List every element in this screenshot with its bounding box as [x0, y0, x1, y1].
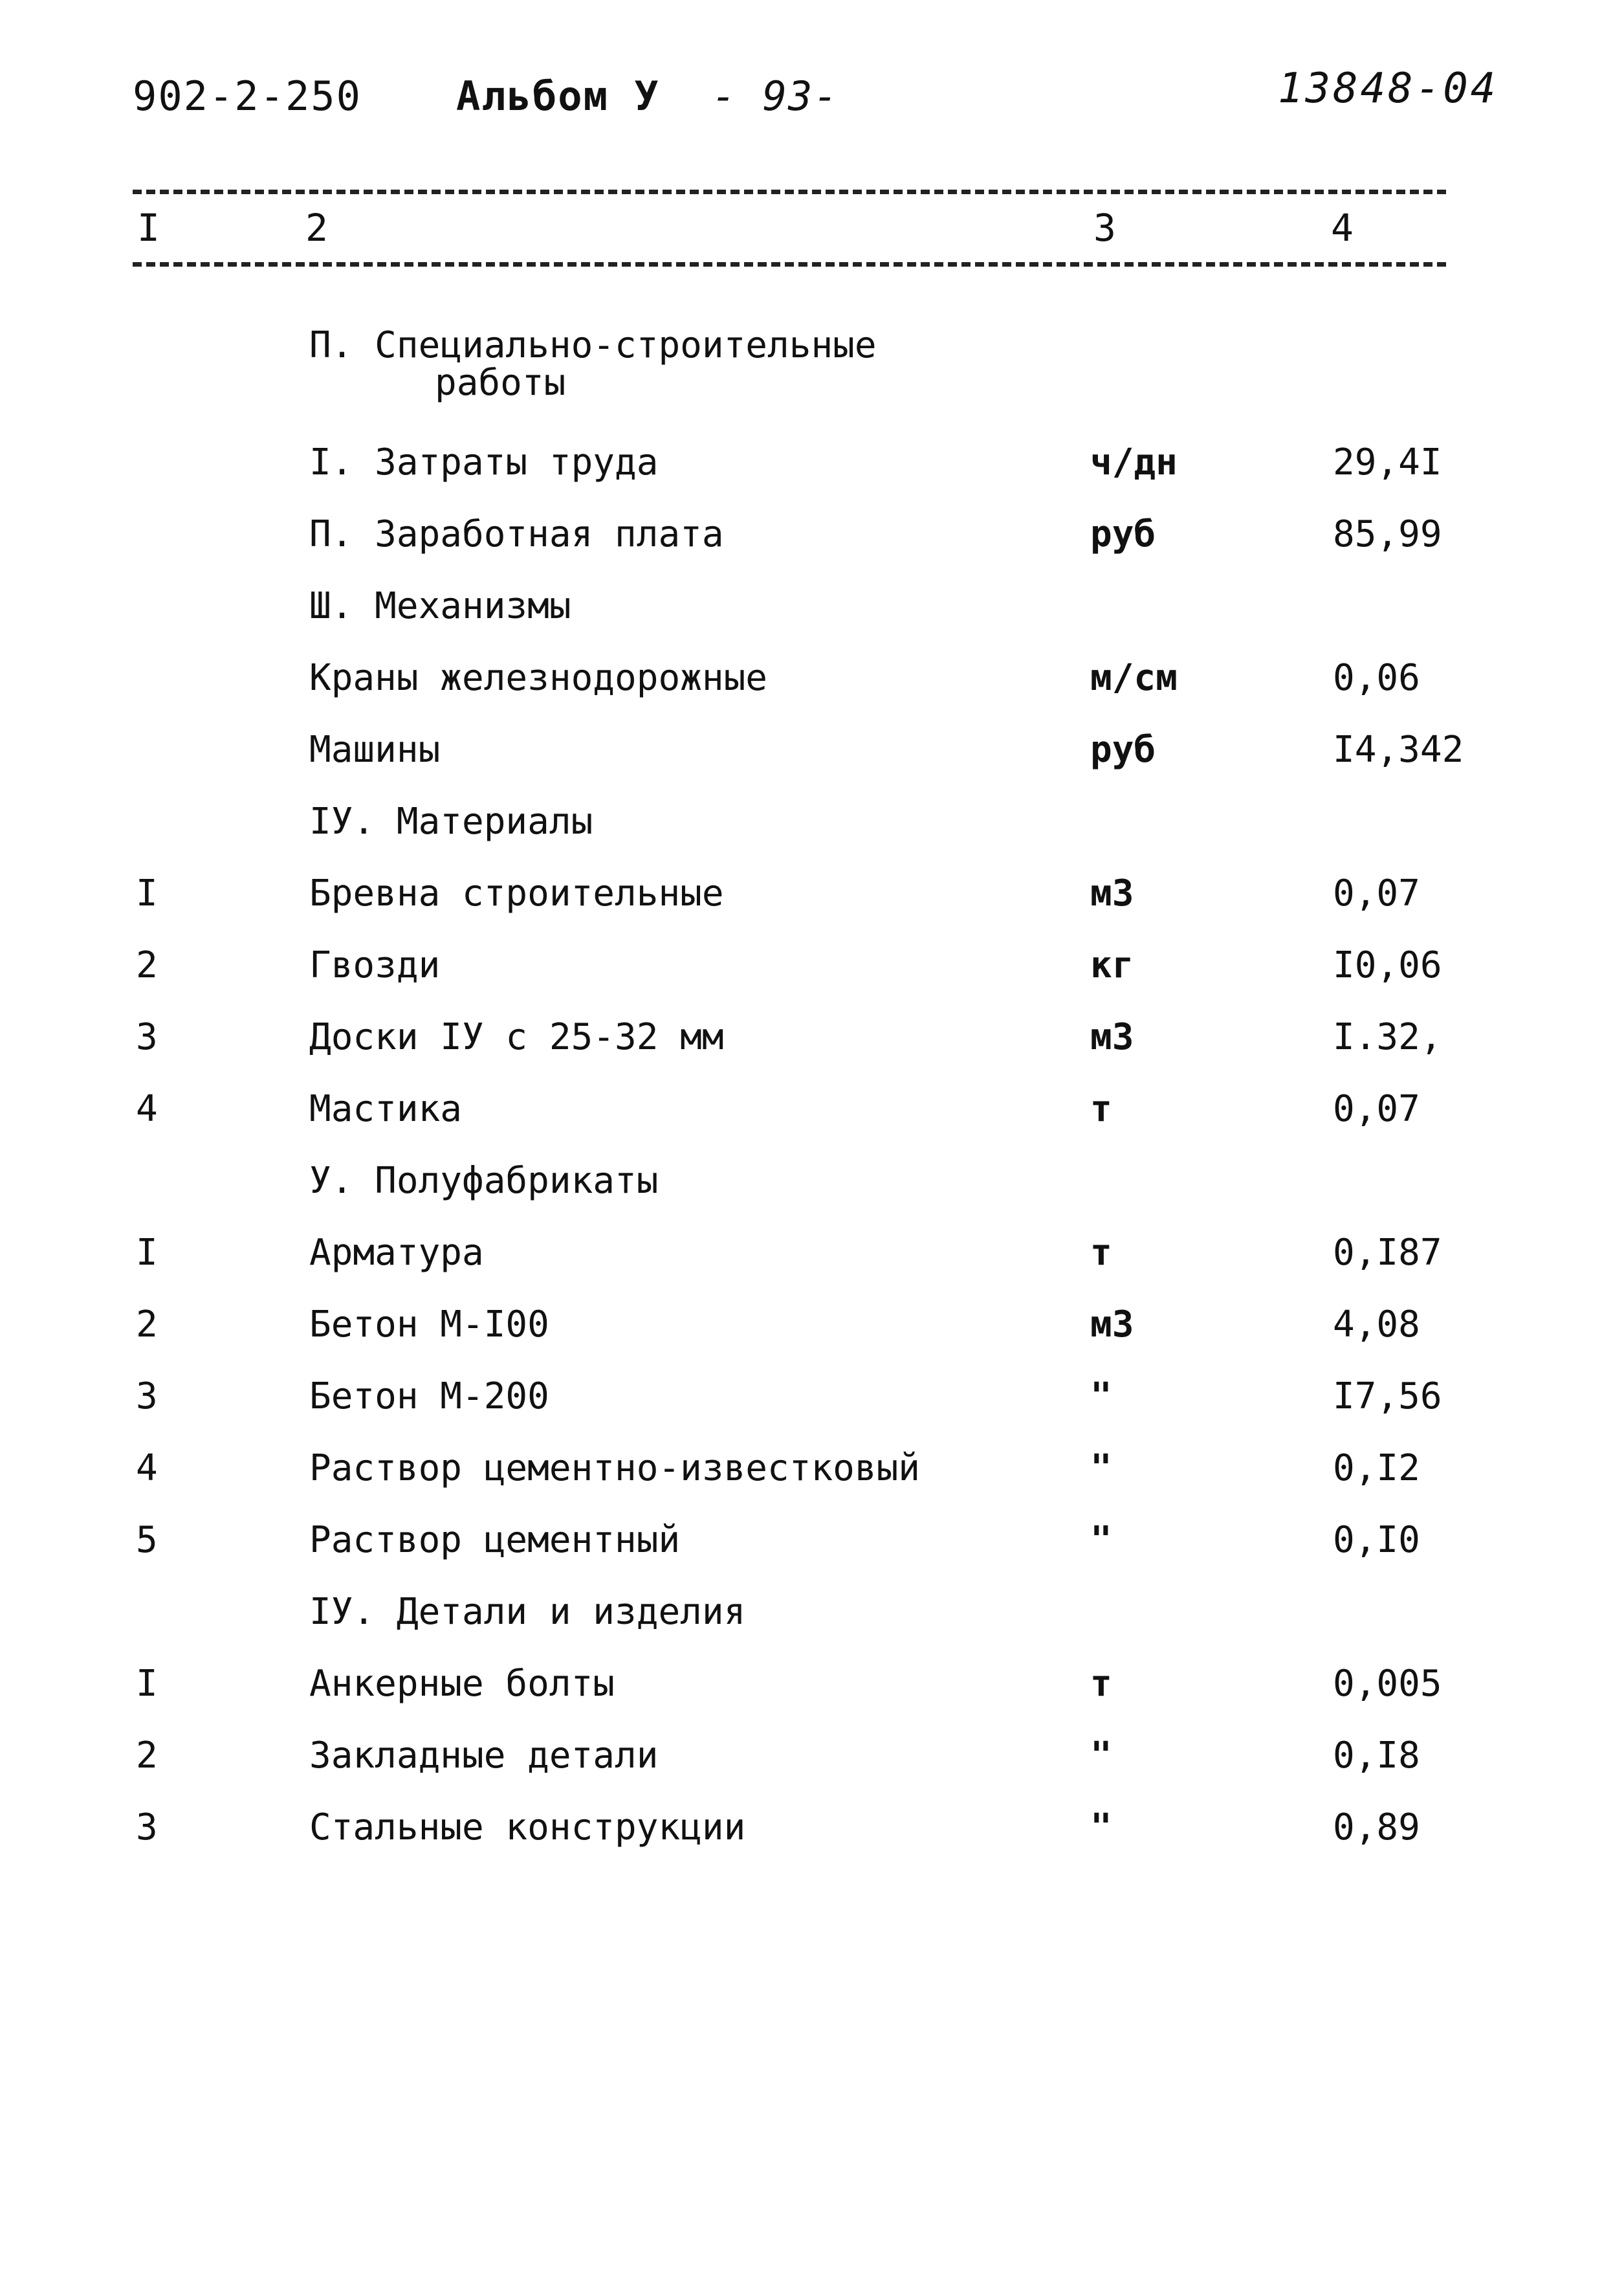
row-name: Мастика [309, 1088, 463, 1130]
row-index: 4 [136, 1088, 158, 1130]
row-name: Бетон М-I00 [309, 1303, 549, 1346]
table-row [0, 1439, 1624, 1498]
row-name: Раствор цементный [309, 1519, 681, 1561]
table-row [0, 1008, 1624, 1067]
row-index: 4 [136, 1447, 158, 1489]
row-index: 3 [136, 1016, 158, 1058]
table-row [0, 1152, 1624, 1210]
row-name: Стальные конструкции [309, 1806, 746, 1848]
section-title-line2: работы [435, 362, 566, 404]
table-row [0, 721, 1624, 779]
album-code: 902-2-250 [133, 72, 362, 120]
table-row [0, 1583, 1624, 1641]
row-value: I.32, [1333, 1016, 1442, 1058]
row-value: 85,99 [1333, 513, 1442, 555]
row-index: I [136, 872, 158, 915]
album-label: Альбом У [456, 72, 660, 120]
table-row [0, 505, 1624, 564]
row-name: Машины [309, 729, 441, 771]
row-name: Бревна строительные [309, 872, 724, 915]
row-unit: м3 [1090, 1016, 1134, 1058]
row-name: Раствор цементно-известковый [309, 1447, 921, 1489]
row-unit: " [1090, 1447, 1112, 1489]
table-row [0, 1296, 1624, 1354]
table-row [0, 649, 1624, 707]
table-row [0, 1080, 1624, 1138]
table-row [0, 1224, 1624, 1282]
row-value: 0,89 [1333, 1806, 1420, 1848]
row-value: I0,06 [1333, 944, 1442, 986]
table-row [0, 1511, 1624, 1569]
row-name: У. Полуфабрикаты [309, 1160, 659, 1202]
column-number-3: 3 [1093, 206, 1116, 250]
row-name: Гвозди [309, 944, 441, 986]
row-index: 2 [136, 1735, 158, 1777]
row-name: IУ. Материалы [309, 801, 593, 843]
row-unit: " [1090, 1519, 1112, 1561]
row-unit: руб [1090, 513, 1156, 555]
header-divider-bottom [133, 262, 1446, 267]
row-index: 2 [136, 944, 158, 986]
row-value: 29,4I [1333, 441, 1442, 483]
row-name: I. Затраты труда [309, 441, 659, 483]
column-number-4: 4 [1331, 206, 1354, 250]
row-unit: " [1090, 1806, 1112, 1848]
row-value: 0,06 [1333, 657, 1420, 699]
row-unit: т [1090, 1232, 1112, 1274]
row-value: 0,I87 [1333, 1232, 1442, 1274]
row-index: 3 [136, 1806, 158, 1848]
table-row [0, 1368, 1624, 1426]
table-row [0, 937, 1624, 995]
table-row [0, 793, 1624, 851]
row-index: I [136, 1663, 158, 1705]
row-value: 0,07 [1333, 1088, 1420, 1130]
row-index: 5 [136, 1519, 158, 1561]
row-unit: м3 [1090, 872, 1134, 915]
row-name: Краны железнодорожные [309, 657, 768, 699]
row-unit: т [1090, 1663, 1112, 1705]
row-name: Закладные детали [309, 1735, 659, 1777]
row-name: Бетон М-200 [309, 1375, 549, 1417]
row-name: Доски IУ с 25-32 мм [309, 1016, 724, 1058]
row-index: I [136, 1232, 158, 1274]
document-number: 13848-04 [1278, 65, 1498, 113]
table-row [0, 1727, 1624, 1785]
row-value: 4,08 [1333, 1303, 1420, 1346]
row-value: I7,56 [1333, 1375, 1442, 1417]
header-divider-top [133, 190, 1446, 194]
table-row [0, 434, 1624, 492]
row-unit: т [1090, 1088, 1112, 1130]
row-name: Анкерные болты [309, 1663, 615, 1705]
row-name: П. Заработная плата [309, 513, 724, 555]
row-index: 2 [136, 1303, 158, 1346]
table-row [0, 1655, 1624, 1713]
row-name: Арматура [309, 1232, 484, 1274]
table-row [0, 865, 1624, 923]
column-number-1: I [137, 206, 160, 250]
row-unit: м3 [1090, 1303, 1134, 1346]
row-index: 3 [136, 1375, 158, 1417]
row-unit: м/см [1090, 657, 1178, 699]
page-number: - 93- [712, 72, 839, 120]
row-unit: " [1090, 1735, 1112, 1777]
row-name: Ш. Механизмы [309, 585, 571, 627]
row-name: IУ. Детали и изделия [309, 1591, 746, 1633]
column-number-2: 2 [305, 206, 328, 250]
row-value: 0,I8 [1333, 1735, 1420, 1777]
row-value: I4,342 [1333, 729, 1464, 771]
row-value: 0,07 [1333, 872, 1420, 915]
row-value: 0,I2 [1333, 1447, 1420, 1489]
row-unit: кг [1090, 944, 1134, 986]
section-heading [0, 324, 1624, 404]
table-row [0, 577, 1624, 636]
row-unit: руб [1090, 729, 1156, 771]
section-title-line1: П. Специально-строительные [309, 324, 877, 366]
row-unit: ч/дн [1090, 441, 1178, 483]
table-row [0, 1799, 1624, 1857]
row-unit: " [1090, 1375, 1112, 1417]
row-value: 0,005 [1333, 1663, 1442, 1705]
row-value: 0,I0 [1333, 1519, 1420, 1561]
